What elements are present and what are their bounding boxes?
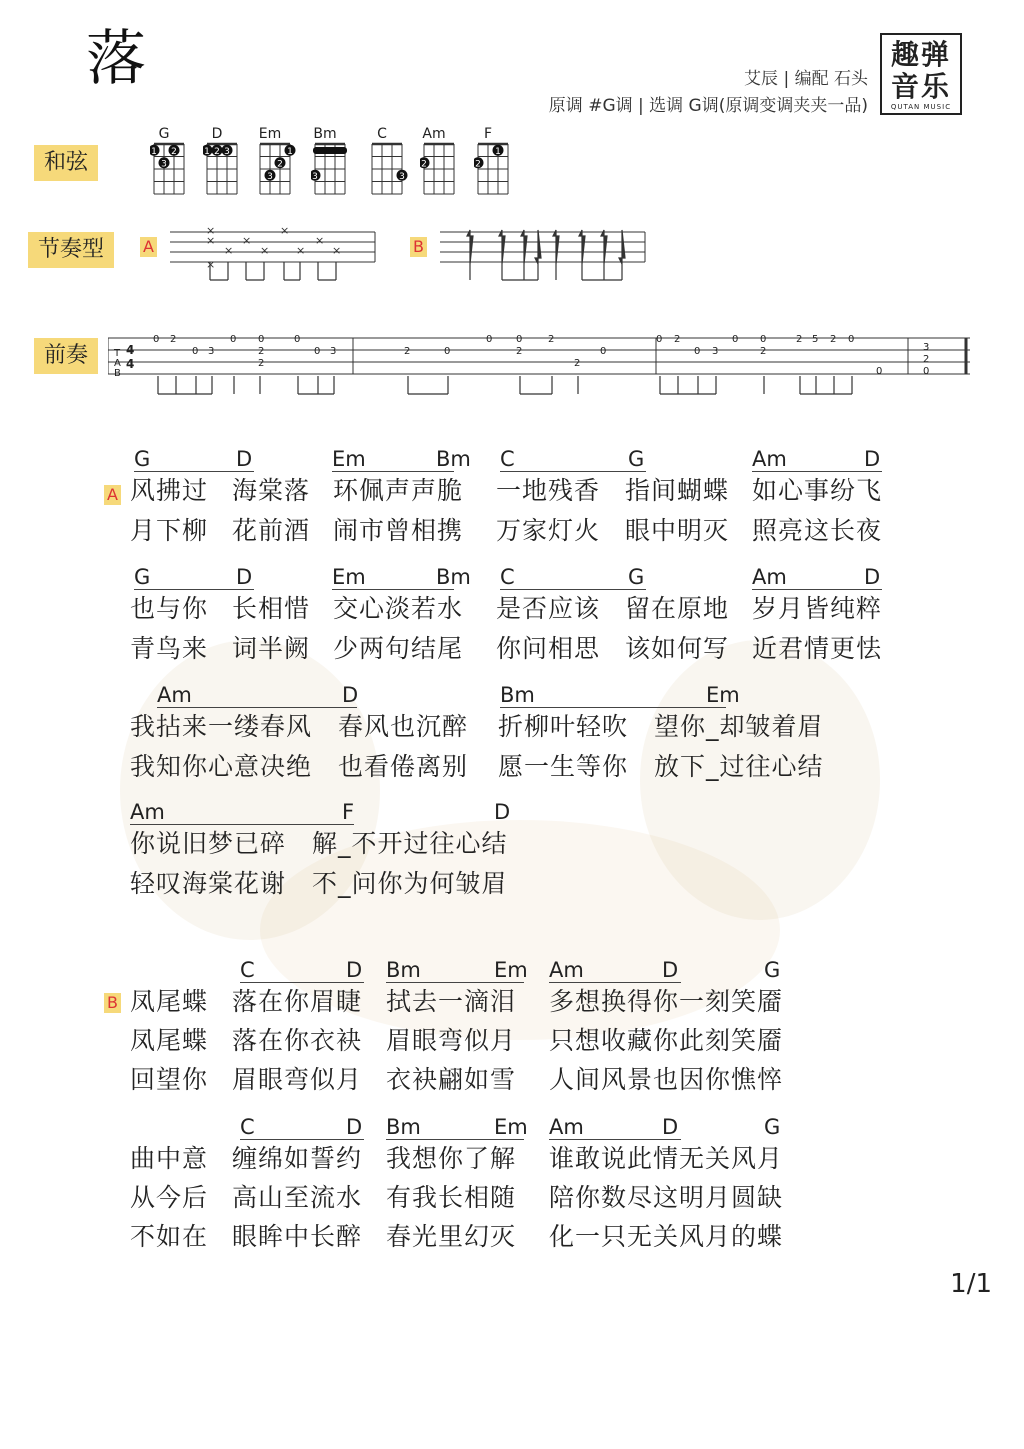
lyric-segment: 陪你数尽这明月圆缺 (549, 1183, 784, 1212)
chord-underline (386, 1139, 524, 1140)
lyric-segment: 解_不开过往心结 (312, 829, 508, 858)
svg-text:0: 0 (230, 334, 237, 345)
chord-name-c: C (377, 126, 387, 142)
chord-label: G (764, 1115, 781, 1139)
lyric-segment: 海棠落 (232, 476, 311, 505)
svg-text:2: 2 (574, 358, 581, 369)
svg-text:0: 0 (192, 346, 199, 357)
intro-label: 前奏 (34, 338, 98, 374)
svg-text:3: 3 (267, 171, 273, 182)
svg-text:2: 2 (548, 334, 555, 345)
lyric-segment: 闹市曾相携 (333, 516, 464, 545)
chord-name-d: D (211, 126, 223, 142)
chord-label: C (500, 565, 515, 589)
chord-label: Am (157, 683, 192, 707)
svg-text:2: 2 (258, 346, 265, 357)
lyric-segment: 轻叹海棠花谢 (130, 869, 287, 898)
svg-text:5: 5 (812, 334, 819, 345)
chord-underline (386, 982, 524, 983)
lyric-segment: 也看倦离别 (338, 752, 469, 781)
svg-text:0: 0 (258, 334, 265, 345)
svg-text:1: 1 (287, 146, 293, 157)
svg-text:0: 0 (694, 346, 701, 357)
rhythm-pattern-a (170, 222, 380, 284)
chord-underline (549, 982, 681, 983)
svg-text:×: × (315, 234, 325, 247)
svg-text:3: 3 (224, 146, 230, 157)
lyric-segment: 从今后 (130, 1183, 209, 1212)
chord-name-bm: Bm (313, 126, 337, 142)
chord-underline (752, 471, 882, 472)
lyric-segment: 眉眼弯似月 (232, 1065, 363, 1094)
lyric-segment: 词半阙 (232, 634, 311, 663)
lyric-segment: 你说旧梦已碎 (130, 829, 287, 858)
svg-text:0: 0 (876, 366, 883, 377)
lyric-segment: 你问相思 (496, 634, 601, 663)
chord-diagram-d (203, 140, 243, 196)
lyric-segment: 环佩声声脆 (333, 476, 464, 505)
chord-label: Em (494, 1115, 528, 1139)
lyric-segment: 近君情更怯 (752, 634, 883, 663)
chord-label: Bm (500, 683, 535, 707)
lyric-segment: 望你_却皱着眉 (654, 712, 824, 741)
chord-label: D (236, 565, 253, 589)
lyric-segment: 交心淡若水 (333, 594, 464, 623)
lyric-segment: 放下_过往心结 (654, 752, 824, 781)
svg-text:2: 2 (760, 346, 767, 357)
svg-text:2: 2 (475, 159, 481, 170)
svg-text:×: × (242, 234, 252, 247)
chord-label: Em (332, 565, 366, 589)
svg-text:2: 2 (277, 159, 283, 170)
chord-label: Bm (436, 565, 471, 589)
svg-text:0: 0 (656, 334, 663, 345)
chord-underline (240, 1139, 364, 1140)
chord-label: Bm (436, 447, 471, 471)
svg-text:0: 0 (600, 346, 607, 357)
chord-label: C (240, 1115, 255, 1139)
chord-label: Am (130, 800, 165, 824)
svg-text:×: × (206, 258, 216, 271)
svg-text:×: × (332, 244, 342, 257)
lyric-segment: 月下柳 (130, 516, 209, 545)
chord-label: Am (549, 1115, 584, 1139)
svg-text:×: × (260, 244, 270, 257)
chord-underline (134, 589, 254, 590)
chord-label: G (628, 447, 645, 471)
lyric-segment: 缠绵如誓约 (232, 1144, 363, 1173)
lyric-segment: 长相惜 (232, 594, 311, 623)
chord-label: D (662, 958, 679, 982)
chord-label: D (346, 1115, 363, 1139)
chord-underline (500, 471, 646, 472)
svg-text:×: × (280, 224, 290, 237)
chord-underline (549, 1139, 681, 1140)
svg-text:2: 2 (258, 358, 265, 369)
svg-text:A: A (114, 358, 121, 369)
chord-underline (752, 589, 882, 590)
chord-label: G (134, 447, 151, 471)
lyric-segment: 只想收藏你此刻笑靥 (549, 1026, 784, 1055)
chord-label: Bm (386, 958, 421, 982)
svg-text:×: × (224, 244, 234, 257)
rhythm-pattern-b (440, 222, 650, 284)
svg-text:1: 1 (495, 146, 501, 157)
chord-name-em: Em (258, 126, 282, 142)
chord-label: G (628, 565, 645, 589)
lyric-segment: 落在你眉睫 (232, 987, 363, 1016)
chord-label: G (134, 565, 151, 589)
chord-name-am: Am (422, 126, 446, 142)
chord-label: D (864, 447, 881, 471)
lyric-segment: 折柳叶轻吹 (498, 712, 629, 741)
chord-diagram-c (368, 140, 408, 196)
svg-text:T: T (114, 348, 121, 359)
lyric-segment: 留在原地 (625, 594, 730, 623)
chord-diagram-em (256, 140, 296, 196)
svg-text:0: 0 (314, 346, 321, 357)
lyric-segment: 眉眼弯似月 (386, 1026, 517, 1055)
svg-text:0: 0 (848, 334, 855, 345)
svg-text:1: 1 (151, 146, 157, 157)
chord-underline (500, 589, 646, 590)
lyric-segment: 也与你 (130, 594, 209, 623)
lyric-segment: 眼中明灭 (625, 516, 730, 545)
svg-text:0: 0 (732, 334, 739, 345)
section-b-badge: B (104, 993, 121, 1013)
chords-label: 和弦 (34, 145, 98, 181)
lyric-segment: 一地残香 (496, 476, 601, 505)
chord-label: D (342, 683, 359, 707)
lyric-segment: 我知你心意决绝 (130, 752, 313, 781)
lyric-segment: 该如何写 (625, 634, 730, 663)
lyric-segment: 照亮这长夜 (752, 516, 883, 545)
chord-label: Bm (386, 1115, 421, 1139)
lyric-segment: 如心事纷飞 (752, 476, 883, 505)
svg-text:0: 0 (486, 334, 493, 345)
chord-name-f: F (483, 126, 493, 142)
chord-underline (332, 589, 454, 590)
svg-text:3: 3 (923, 342, 930, 353)
chord-underline (157, 707, 357, 708)
chord-label: C (500, 447, 515, 471)
song-title: 落 (86, 24, 146, 94)
chord-diagram-g (150, 140, 190, 196)
svg-text:3: 3 (312, 171, 318, 182)
svg-text:×: × (206, 234, 216, 247)
chord-label: G (764, 958, 781, 982)
svg-text:0: 0 (516, 334, 523, 345)
lyric-segment: 化一只无关风月的蝶 (549, 1222, 784, 1251)
lyric-segment: 落在你衣袂 (232, 1026, 363, 1055)
svg-text:2: 2 (830, 334, 837, 345)
rhythm-label: 节奏型 (28, 232, 114, 268)
lyric-segment: 指间蝴蝶 (625, 476, 730, 505)
svg-text:0: 0 (153, 334, 160, 345)
lyric-segment: 眼眸中长醉 (232, 1222, 363, 1251)
song-credits: 艾辰 | 编配 石头 (744, 69, 868, 89)
section-a-badge: A (104, 485, 121, 505)
chord-diagram-bm (311, 140, 351, 196)
svg-text:4: 4 (126, 343, 135, 357)
chord-label: Am (752, 447, 787, 471)
lyric-segment: 凤尾蝶 (130, 987, 209, 1016)
svg-text:×: × (296, 244, 306, 257)
chord-diagram-f (474, 140, 514, 196)
chord-label: D (864, 565, 881, 589)
svg-text:0: 0 (444, 346, 451, 357)
chord-label: F (342, 800, 355, 824)
chord-underline (130, 824, 354, 825)
svg-text:3: 3 (208, 346, 215, 357)
lyric-segment: 少两句结尾 (333, 634, 464, 663)
rhythm-b-badge: B (410, 237, 427, 257)
chord-label: D (346, 958, 363, 982)
lyric-segment: 风拂过 (130, 476, 209, 505)
svg-text:×: × (206, 224, 216, 237)
lyric-segment: 万家灯火 (496, 516, 601, 545)
brand-logo: 趣弹 音乐 QUTAN MUSIC (880, 33, 962, 115)
lyric-segment: 我拈来一缕春风 (130, 712, 313, 741)
chord-label: Em (494, 958, 528, 982)
lyric-segment: 拭去一滴泪 (386, 987, 517, 1016)
svg-text:0: 0 (294, 334, 301, 345)
lyric-segment: 青鸟来 (130, 634, 209, 663)
chord-underline (332, 471, 454, 472)
svg-text:2: 2 (674, 334, 681, 345)
svg-text:B: B (114, 368, 121, 379)
chord-name-g: G (158, 126, 170, 142)
song-key-info: 原调 #G调 | 选调 G调(原调变调夹夹一品) (548, 96, 868, 116)
chord-diagram-am (420, 140, 460, 196)
chord-label: D (662, 1115, 679, 1139)
lyric-segment: 衣袂翩如雪 (386, 1065, 517, 1094)
lyric-segment: 曲中意 (130, 1144, 209, 1173)
chord-label: D (236, 447, 253, 471)
chord-underline (134, 471, 254, 472)
lyric-segment: 花前酒 (232, 516, 311, 545)
lyric-segment: 有我长相随 (386, 1183, 517, 1212)
chord-underline (240, 982, 364, 983)
lyric-segment: 是否应该 (496, 594, 601, 623)
lyric-segment: 不如在 (130, 1222, 209, 1251)
lyric-segment: 谁敢说此情无关风月 (549, 1144, 784, 1173)
svg-text:0: 0 (923, 366, 930, 377)
svg-text:2: 2 (923, 354, 930, 365)
lyric-segment: 岁月皆纯粹 (752, 594, 883, 623)
lyric-segment: 我想你了解 (386, 1144, 517, 1173)
rhythm-a-badge: A (140, 237, 157, 257)
svg-text:2: 2 (404, 346, 411, 357)
lyric-segment: 人间风景也因你憔悴 (549, 1065, 784, 1094)
lyric-segment: 回望你 (130, 1065, 209, 1094)
svg-text:3: 3 (330, 346, 337, 357)
svg-text:2: 2 (171, 146, 177, 157)
chord-underline (500, 707, 726, 708)
svg-text:2: 2 (170, 334, 177, 345)
svg-text:3: 3 (712, 346, 719, 357)
chord-label: C (240, 958, 255, 982)
lyric-segment: 春风也沉醉 (338, 712, 469, 741)
chord-label: Am (752, 565, 787, 589)
lyric-segment: 愿一生等你 (498, 752, 629, 781)
intro-tablature (108, 326, 974, 398)
svg-text:2: 2 (516, 346, 523, 357)
svg-text:3: 3 (399, 171, 405, 182)
chord-label: Am (549, 958, 584, 982)
svg-text:0: 0 (760, 334, 767, 345)
svg-text:4: 4 (126, 357, 135, 371)
chord-label: Em (332, 447, 366, 471)
lyric-segment: 凤尾蝶 (130, 1026, 209, 1055)
svg-text:2: 2 (421, 159, 427, 170)
lyric-segment: 春光里幻灭 (386, 1222, 517, 1251)
chord-label: D (494, 800, 511, 824)
chord-label: Em (706, 683, 740, 707)
lyric-segment: 不_问你为何皱眉 (312, 869, 508, 898)
svg-text:2: 2 (214, 146, 220, 157)
svg-text:1: 1 (204, 146, 210, 157)
page-number: 1/1 (950, 1269, 992, 1299)
svg-text:2: 2 (796, 334, 803, 345)
lyric-segment: 多想换得你一刻笑靥 (549, 987, 784, 1016)
lyric-segment: 高山至流水 (232, 1183, 363, 1212)
svg-text:3: 3 (161, 159, 167, 170)
